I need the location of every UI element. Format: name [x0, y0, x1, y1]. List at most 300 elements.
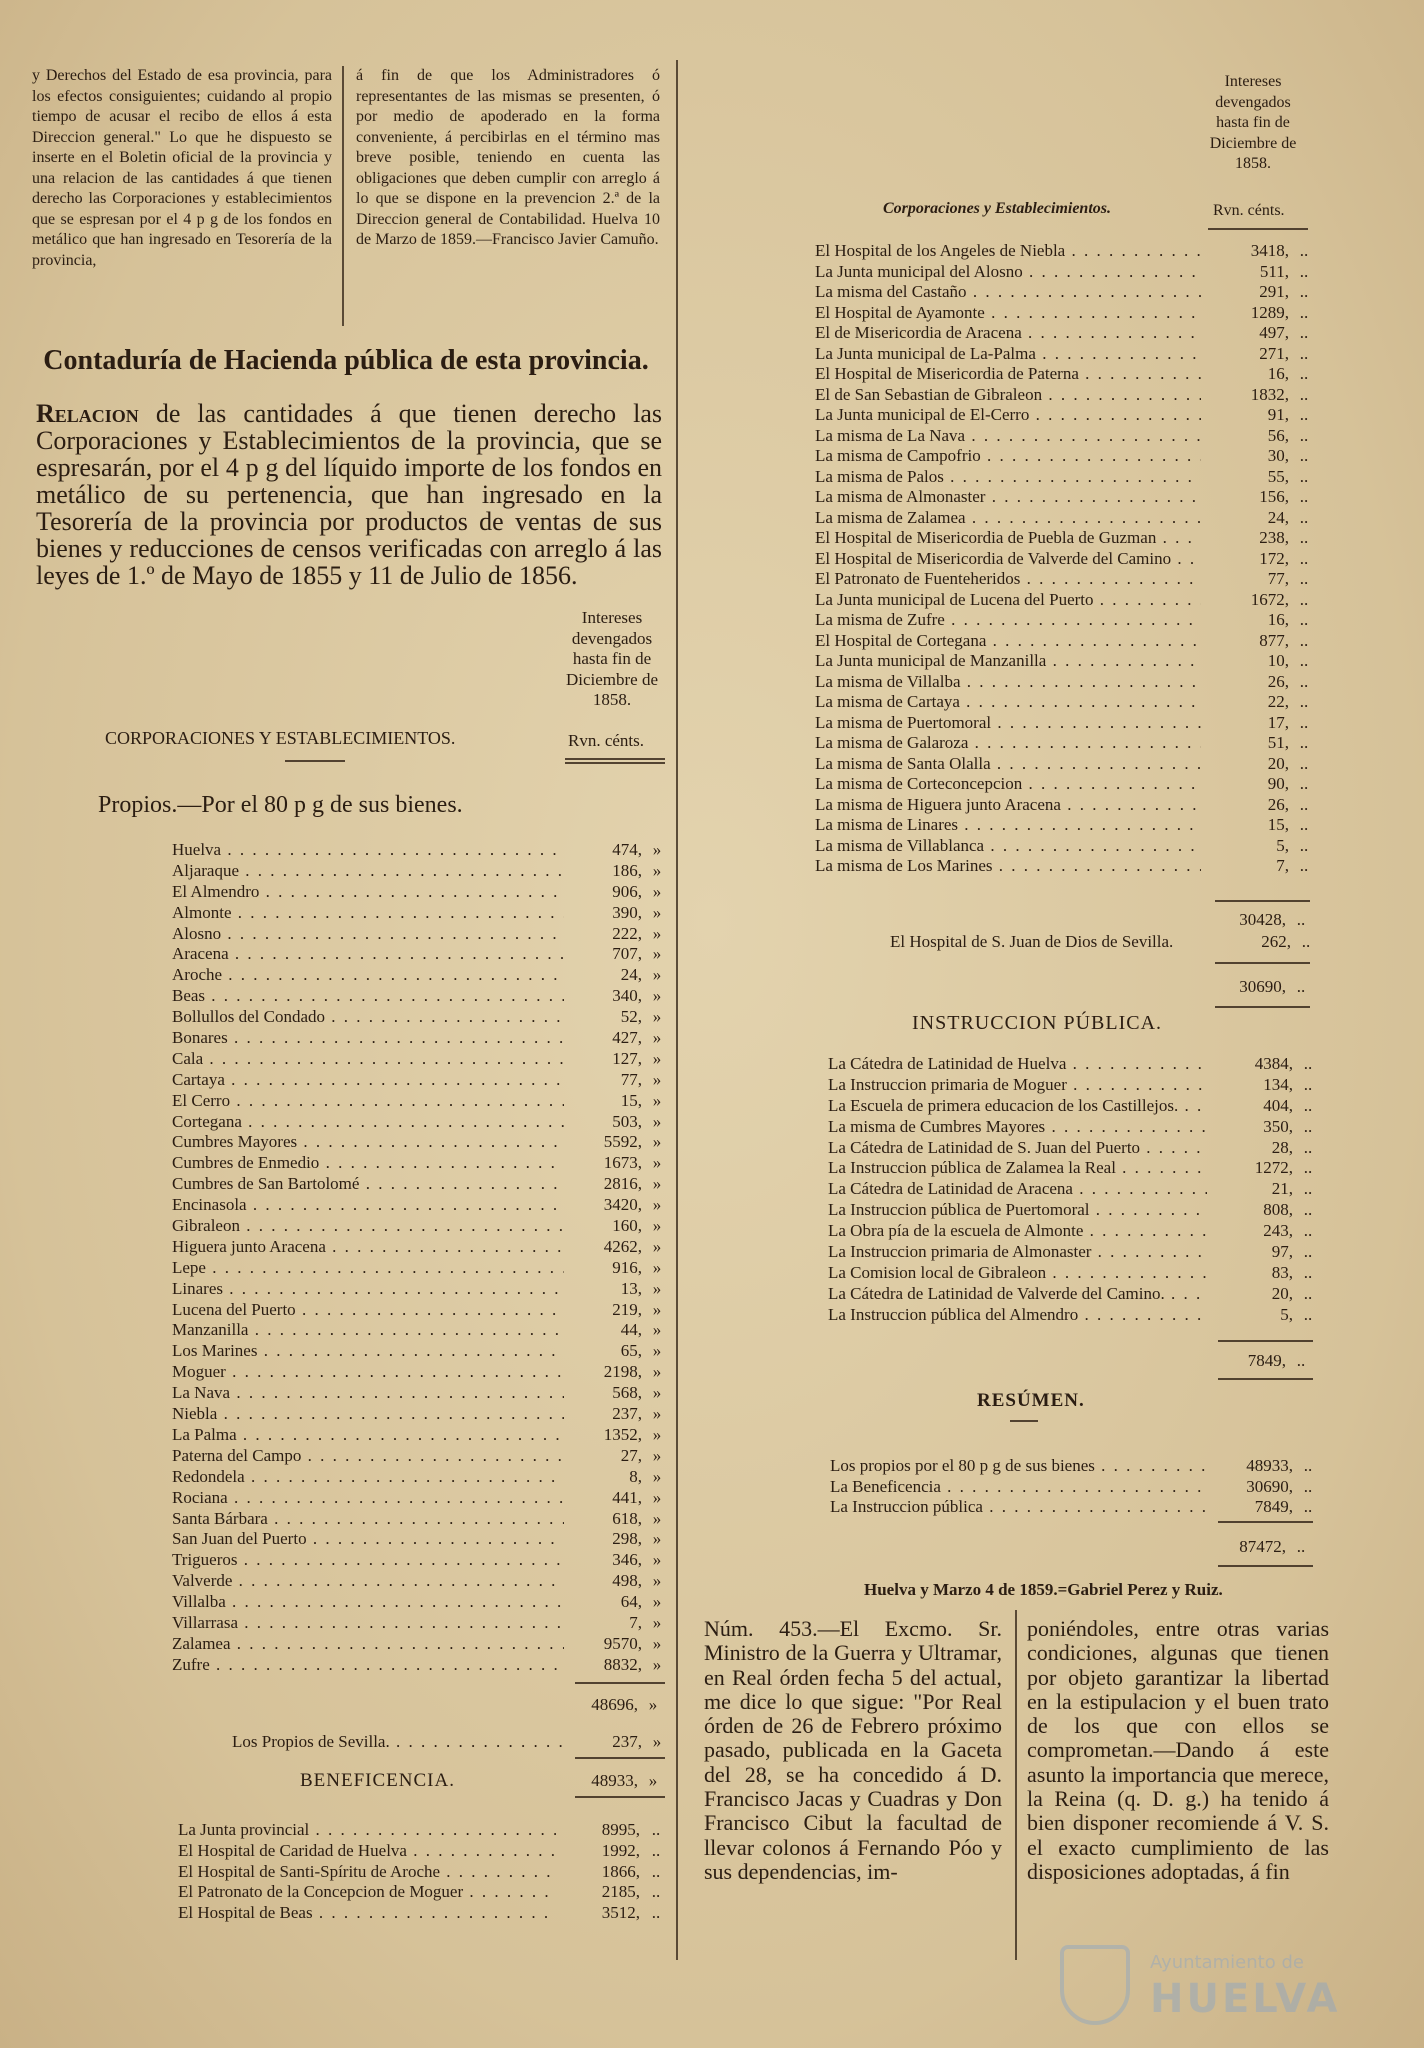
row-name: El Hospital de Misericordia de Puebla de Guzman . . .: [815, 528, 1201, 549]
row-amount: 497,: [1259, 323, 1289, 342]
table-row: [828, 1263, 1323, 1284]
row-cents: »: [652, 1299, 662, 1319]
row-name: Almonte . . .: [172, 903, 564, 924]
instruccion-total-amount: 7849,: [1247, 1351, 1286, 1370]
row-cents: ..: [1299, 343, 1309, 363]
table-row: [830, 1456, 1323, 1477]
watermark-logo: [1040, 1930, 1340, 2030]
table-row: [172, 1509, 672, 1530]
table-row: [815, 754, 1319, 775]
table-row: [830, 1497, 1323, 1518]
row-amount: 877,: [1259, 630, 1289, 650]
row-cents: ..: [651, 1840, 661, 1860]
beneficencia-total-row: [1206, 977, 1321, 998]
resumen-total-row: [1206, 1537, 1321, 1558]
beneficencia-total-top-amount: 48933,: [591, 1771, 638, 1790]
row-amount: 243,: [1263, 1221, 1293, 1241]
row-cents: »: [652, 1132, 662, 1152]
row-cents: ..: [1303, 1179, 1313, 1199]
row-cents: »: [652, 1216, 662, 1236]
resumen-total-rule-2: [1218, 1565, 1313, 1567]
row-amount: 55,: [1267, 466, 1289, 486]
table-row: [815, 426, 1319, 447]
table-row: [815, 303, 1319, 324]
row-amount: 298,: [612, 1529, 642, 1549]
row-cents: »: [652, 1257, 662, 1277]
row-amount: 498,: [612, 1571, 642, 1591]
beneficencia-title-rule: [575, 1796, 665, 1798]
row-name: Redondela . . .: [172, 1467, 564, 1488]
table-row: [172, 1091, 672, 1112]
beneficencia-total-amount: 30690,: [1239, 977, 1286, 996]
table-row: [815, 385, 1319, 406]
relacion-paragraph: [36, 400, 662, 589]
right-corporaciones-header: Corporaciones y Establecimientos.: [883, 200, 1111, 217]
table-row: [815, 282, 1319, 303]
table-row: [172, 861, 672, 882]
row-name: El Patronato de la Concepcion de Moguer . . .: [178, 1882, 556, 1903]
table-row: [815, 713, 1319, 734]
table-row: [172, 986, 672, 1007]
row-name: Higuera junto Aracena . . .: [172, 1237, 564, 1258]
resumen-total-cents: ..: [1296, 1537, 1306, 1556]
table-row: [815, 733, 1319, 754]
row-cents: »: [652, 1090, 662, 1110]
row-amount: 350,: [1263, 1116, 1293, 1136]
row-cents: »: [652, 1466, 662, 1486]
row-name: Moguer . . .: [172, 1362, 564, 1383]
beneficencia-right-list: [815, 241, 1319, 877]
table-row: [815, 651, 1319, 672]
row-name: Aljaraque . . .: [172, 861, 564, 882]
table-row: [172, 1571, 672, 1592]
row-cents: ..: [1303, 1304, 1313, 1324]
table-row: [815, 364, 1319, 385]
row-name: La Junta municipal del Alosno . . .: [815, 262, 1201, 283]
row-name: La misma de Galaroza . . .: [815, 733, 1201, 754]
row-amount: 48933,: [1246, 1456, 1293, 1475]
table-row: [815, 631, 1319, 652]
row-name: La Cátedra de Latinidad de S. Juan del Puerto . . .: [828, 1138, 1207, 1159]
row-cents: ..: [1299, 794, 1309, 814]
benef-subtotal-rule: [1215, 900, 1310, 902]
row-amount: 906,: [612, 881, 642, 901]
row-cents: ..: [651, 1861, 661, 1881]
row-amount: 24,: [620, 965, 642, 985]
instruccion-total-rule: [1218, 1340, 1313, 1342]
table-row: [815, 672, 1319, 693]
row-cents: »: [652, 1236, 662, 1256]
table-row: [828, 1221, 1323, 1242]
row-name: Los Marines . . .: [172, 1341, 564, 1362]
resumen-total-amount: 87472,: [1239, 1537, 1286, 1556]
table-row: [172, 1300, 672, 1321]
row-cents: ..: [1299, 466, 1309, 486]
row-amount: 390,: [612, 902, 642, 922]
row-name: La misma de Higuera junto Aracena . . .: [815, 795, 1201, 816]
row-cents: »: [652, 1195, 662, 1215]
row-cents: ..: [1299, 753, 1309, 773]
row-cents: »: [652, 1550, 662, 1570]
row-cents: ..: [1303, 1456, 1313, 1475]
row-name: La misma de Campofrio . . .: [815, 446, 1201, 467]
propios-subtotal-cents: »: [648, 1695, 658, 1714]
table-row: [830, 1477, 1323, 1498]
sevilla-rule: [575, 1757, 665, 1759]
row-amount: 1672,: [1250, 589, 1289, 609]
row-cents: ..: [651, 1820, 661, 1839]
row-amount: 20,: [1267, 753, 1289, 773]
row-amount: 4262,: [603, 1236, 642, 1256]
row-name: La Instruccion primaria de Almonaster . . .: [828, 1242, 1207, 1263]
row-amount: 56,: [1267, 425, 1289, 445]
beneficencia-total-top-row: [560, 1771, 672, 1792]
table-row: [172, 1467, 672, 1488]
row-amount: 52,: [620, 1007, 642, 1027]
row-cents: ..: [1299, 569, 1309, 588]
row-name: Aracena . . .: [172, 944, 564, 965]
table-row: [178, 1903, 672, 1924]
row-cents: ..: [1299, 261, 1309, 281]
right-header-rule: [1208, 228, 1308, 230]
row-amount: 3420,: [603, 1195, 642, 1215]
relacion-lead: Relacion: [36, 399, 139, 428]
row-amount: 91,: [1267, 405, 1289, 424]
propios-subtotal-row: [560, 1695, 672, 1716]
row-name: El Patronato de Fuenteheridos . . .: [815, 569, 1201, 590]
table-row: [815, 549, 1319, 570]
table-row: [828, 1138, 1323, 1159]
propios-subtotal-amount: 48696,: [591, 1695, 638, 1714]
table-row: [172, 1529, 672, 1550]
row-amount: 3418,: [1250, 241, 1289, 260]
row-name: La Instruccion pública de Puertomoral . . .: [828, 1200, 1207, 1221]
row-name: Santa Bárbara . . .: [172, 1509, 564, 1530]
row-name: Linares . . .: [172, 1279, 564, 1300]
row-name: El de San Sebastian de Gibraleon . . .: [815, 385, 1201, 406]
row-name: El Hospital de Santi-Spíritu de Aroche . . .: [178, 1862, 556, 1883]
table-row: [178, 1882, 672, 1903]
table-row: [815, 487, 1319, 508]
header-rule: [565, 758, 665, 760]
row-cents: ..: [1299, 384, 1309, 404]
row-name: La Instruccion pública de Zalamea la Real . . .: [828, 1158, 1207, 1179]
row-cents: ..: [1299, 630, 1309, 650]
row-cents: ..: [1303, 1497, 1313, 1516]
row-name: La Escuela de primera educacion de los Castillejos. . . .: [828, 1096, 1207, 1117]
table-row: [828, 1305, 1323, 1326]
beneficencia-total-cents: ..: [1296, 977, 1306, 996]
row-amount: 1866,: [601, 1861, 640, 1881]
row-name: La misma de Los Marines . . .: [815, 856, 1201, 877]
row-amount: 7,: [629, 1612, 642, 1632]
row-name: La Palma . . .: [172, 1425, 564, 1446]
right-intereses-header: Intereses devengados hasta fin de Diciembre de 1858.: [1209, 73, 1297, 172]
column-rule-left: [676, 60, 678, 1960]
watermark-line1: Ayuntamiento de: [1150, 1952, 1304, 1973]
row-name: San Juan del Puerto . . .: [172, 1529, 564, 1550]
row-amount: 172,: [1259, 548, 1289, 568]
row-cents: ..: [1299, 302, 1309, 322]
row-amount: 134,: [1263, 1074, 1293, 1094]
beneficencia-subtotal-row: [1206, 910, 1321, 931]
row-name: Cumbres de Enmedio . . .: [172, 1153, 564, 1174]
instruccion-title: INSTRUCCION PÚBLICA.: [912, 1012, 1163, 1034]
row-amount: 30,: [1267, 446, 1289, 465]
table-row: [828, 1158, 1323, 1179]
row-cents: »: [652, 860, 662, 880]
watermark-line2: HUELVA: [1150, 1976, 1341, 2022]
row-cents: »: [652, 1278, 662, 1298]
propios-subtotal-rule: [575, 1682, 665, 1684]
hospital-sevilla-cents: ..: [1301, 932, 1311, 951]
table-row: [815, 344, 1319, 365]
row-amount: 346,: [612, 1550, 642, 1570]
row-cents: ..: [1303, 1054, 1313, 1073]
right-rvn-header: Rvn. cénts.: [1213, 202, 1285, 219]
table-row: [815, 856, 1319, 877]
row-cents: ..: [1299, 446, 1309, 465]
table-row: [172, 1007, 672, 1028]
table-row: [178, 1862, 672, 1883]
row-amount: 404,: [1263, 1095, 1293, 1115]
table-row: [172, 1070, 672, 1091]
resumen-title: RESÚMEN.: [977, 1390, 1085, 1411]
row-name: Cortegana . . .: [172, 1112, 564, 1133]
row-name: Villalba . . .: [172, 1592, 564, 1613]
row-cents: ..: [1299, 671, 1309, 691]
table-row: [815, 610, 1319, 631]
row-cents: »: [652, 1028, 662, 1048]
row-cents: »: [652, 1592, 662, 1612]
row-cents: ..: [1303, 1242, 1313, 1262]
propios-list: [172, 840, 672, 1676]
row-name: Villarrasa . . .: [172, 1613, 564, 1634]
table-row: [172, 1634, 672, 1655]
row-amount: 219,: [612, 1299, 642, 1319]
row-cents: ..: [1303, 1283, 1313, 1303]
row-cents: »: [652, 1341, 662, 1361]
corporaciones-header: CORPORACIONES Y ESTABLECIMIENTOS.: [105, 728, 456, 748]
hospital-sevilla-amount: 262,: [1261, 932, 1291, 951]
table-row: [172, 1216, 672, 1237]
row-cents: ..: [1299, 282, 1309, 301]
row-amount: 1352,: [603, 1424, 642, 1444]
table-row: [828, 1096, 1323, 1117]
table-row: [815, 467, 1319, 488]
row-name: La Instruccion pública . . .: [830, 1497, 1207, 1518]
row-amount: 64,: [620, 1592, 642, 1612]
row-amount: 16,: [1267, 610, 1289, 629]
row-cents: »: [652, 1174, 662, 1194]
instruccion-total-rule-2: [1218, 1378, 1313, 1380]
row-name: Zufre . . .: [172, 1655, 564, 1676]
row-name: Cala . . .: [172, 1049, 564, 1070]
table-row: [815, 241, 1319, 262]
row-cents: ..: [1303, 1074, 1313, 1094]
row-name: La misma de La Nava . . .: [815, 426, 1201, 447]
row-name: La misma de Cumbres Mayores . . .: [828, 1117, 1207, 1138]
row-amount: 1673,: [603, 1153, 642, 1173]
table-row: [172, 903, 672, 924]
table-row: [172, 1258, 672, 1279]
section-title: Contaduría de Hacienda pública de esta provincia.: [43, 345, 649, 376]
row-name: Cumbres Mayores . . .: [172, 1132, 564, 1153]
row-cents: ..: [1299, 856, 1309, 875]
table-row: [815, 528, 1319, 549]
num453-col2: poniéndoles, entre otras varias condiciones, algunas que tienen por objeto garantizar la libertad en la estipulacion y el buen trato de los que con ellos se comprometan.—Dando á este asunto la importancia que merece, la Reina (q. D. g.) ha tenido á bien disponer recomiende á V. S. el exacto cumplimiento de las disposiciones adoptadas, á fin: [1027, 1616, 1329, 1884]
row-amount: 808,: [1263, 1200, 1293, 1220]
row-amount: 26,: [1267, 794, 1289, 814]
table-row: [172, 1153, 672, 1174]
row-name: La misma de Zufre . . .: [815, 610, 1201, 631]
watermark-crest-icon: [1060, 1945, 1130, 2025]
row-name: La Cátedra de Latinidad de Valverde del Camino. . . .: [828, 1284, 1207, 1305]
row-amount: 5592,: [603, 1132, 642, 1152]
table-row: [828, 1200, 1323, 1221]
row-cents: ..: [1299, 815, 1309, 834]
row-amount: 30690,: [1246, 1476, 1293, 1496]
row-name: La misma de Villablanca . . .: [815, 836, 1201, 857]
row-name: La misma de Corteconcepcion . . .: [815, 774, 1201, 795]
table-row: [172, 1592, 672, 1613]
row-amount: 8832,: [603, 1654, 642, 1674]
benef-total-rule-2: [1215, 1006, 1310, 1008]
row-amount: 237,: [612, 1404, 642, 1424]
row-name: La misma de Puertomoral . . .: [815, 713, 1201, 734]
table-row: [172, 965, 672, 986]
row-amount: 97,: [1271, 1242, 1293, 1262]
instruccion-list: [828, 1054, 1323, 1326]
row-cents: ..: [1303, 1116, 1313, 1136]
row-amount: 17,: [1267, 712, 1289, 732]
row-cents: ..: [1299, 835, 1309, 855]
row-name: Cartaya . . .: [172, 1070, 564, 1091]
row-name: Lepe . . .: [172, 1258, 564, 1279]
row-amount: 5,: [1280, 1304, 1293, 1324]
row-cents: »: [652, 1111, 662, 1131]
row-name: La Cátedra de Latinidad de Huelva . . .: [828, 1054, 1207, 1075]
row-cents: »: [652, 923, 662, 943]
row-cents: ..: [1299, 405, 1309, 424]
row-amount: 5,: [1276, 835, 1289, 855]
row-amount: 916,: [612, 1257, 642, 1277]
row-amount: 2198,: [603, 1362, 642, 1382]
row-name: El Hospital de Beas . . .: [178, 1903, 556, 1924]
row-name: Bollullos del Condado . . .: [172, 1007, 564, 1028]
table-row: [172, 1279, 672, 1300]
signature-line: Huelva y Marzo 4 de 1859.=Gabriel Perez y Ruiz.: [864, 1580, 1223, 1599]
table-row: [815, 774, 1319, 795]
row-name: Los propios por el 80 p g de sus bienes . . .: [830, 1456, 1207, 1477]
row-cents: ..: [1299, 589, 1309, 609]
row-name: La misma de Palos . . .: [815, 467, 1201, 488]
row-amount: 568,: [612, 1383, 642, 1403]
beneficencia-left-list: [178, 1820, 672, 1924]
hospital-sevilla-name: El Hospital de S. Juan de Dios de Sevilla.: [890, 932, 1174, 951]
row-name: La misma de Villalba . . .: [815, 672, 1201, 693]
row-amount: 22,: [1267, 692, 1289, 711]
row-cents: »: [652, 1007, 662, 1027]
row-amount: 77,: [620, 1069, 642, 1089]
row-name: La Comision local de Gibraleon . . .: [828, 1263, 1207, 1284]
resumen-ornament: [1010, 1420, 1038, 1422]
table-row: [815, 836, 1319, 857]
row-cents: »: [652, 965, 662, 985]
row-cents: ..: [1299, 548, 1309, 568]
row-cents: »: [652, 1487, 662, 1507]
row-amount: 7849,: [1254, 1497, 1293, 1516]
row-amount: 222,: [612, 923, 642, 943]
row-amount: 2816,: [603, 1174, 642, 1194]
row-name: El de Misericordia de Aracena . . .: [815, 323, 1201, 344]
resumen-list: [830, 1456, 1323, 1518]
row-name: La misma de Zalamea . . .: [815, 508, 1201, 529]
table-row: [828, 1284, 1323, 1305]
table-row: [172, 1655, 672, 1676]
row-name: La misma de Santa Olalla . . .: [815, 754, 1201, 775]
row-name: Rociana . . .: [172, 1488, 564, 1509]
propios-sevilla-name: Los Propios de Sevilla. . . .: [232, 1732, 564, 1753]
row-cents: »: [652, 1571, 662, 1591]
row-cents: ..: [1303, 1200, 1313, 1220]
row-amount: 707,: [612, 944, 642, 964]
row-name: Huelva . . .: [172, 840, 564, 861]
table-row: [172, 1237, 672, 1258]
row-amount: 156,: [1259, 487, 1289, 506]
table-row: [172, 1550, 672, 1571]
row-amount: 26,: [1267, 671, 1289, 691]
table-row: [172, 924, 672, 945]
table-row: [815, 262, 1319, 283]
row-name: La misma de Cartaya . . .: [815, 692, 1201, 713]
table-row: [815, 692, 1319, 713]
row-cents: ..: [1299, 692, 1309, 711]
row-name: El Hospital de Caridad de Huelva . . .: [178, 1841, 556, 1862]
row-name: Paterna del Campo . . .: [172, 1446, 564, 1467]
table-row: [828, 1179, 1323, 1200]
row-name: Aroche . . .: [172, 965, 564, 986]
row-cents: »: [652, 840, 662, 859]
row-amount: 340,: [612, 986, 642, 1006]
row-cents: ..: [1299, 323, 1309, 342]
propios-sevilla-row: [232, 1732, 672, 1753]
row-name: Zalamea . . .: [172, 1634, 564, 1655]
row-cents: »: [652, 1654, 662, 1674]
row-amount: 21,: [1271, 1179, 1293, 1199]
row-cents: »: [652, 1069, 662, 1089]
row-amount: 238,: [1259, 528, 1289, 547]
instruccion-total-row: [1206, 1351, 1321, 1372]
table-row: [172, 944, 672, 965]
row-amount: 1992,: [601, 1840, 640, 1860]
row-cents: »: [652, 1362, 662, 1382]
row-name: La Instruccion pública del Almendro . . .: [828, 1305, 1207, 1326]
resumen-total-rule: [1218, 1521, 1313, 1523]
header-rule-2: [565, 762, 665, 764]
table-row: [172, 1132, 672, 1153]
column-rule-bottom-right: [1015, 1610, 1017, 1960]
table-row: [828, 1054, 1323, 1075]
row-amount: 3512,: [601, 1903, 640, 1923]
benef-total-rule: [1215, 962, 1310, 964]
row-name: La Nava . . .: [172, 1383, 564, 1404]
table-row: [172, 1383, 672, 1404]
row-amount: 16,: [1267, 364, 1289, 383]
row-name: La Beneficencia . . .: [830, 1477, 1207, 1498]
row-cents: ..: [1303, 1158, 1313, 1178]
table-row: [815, 795, 1319, 816]
